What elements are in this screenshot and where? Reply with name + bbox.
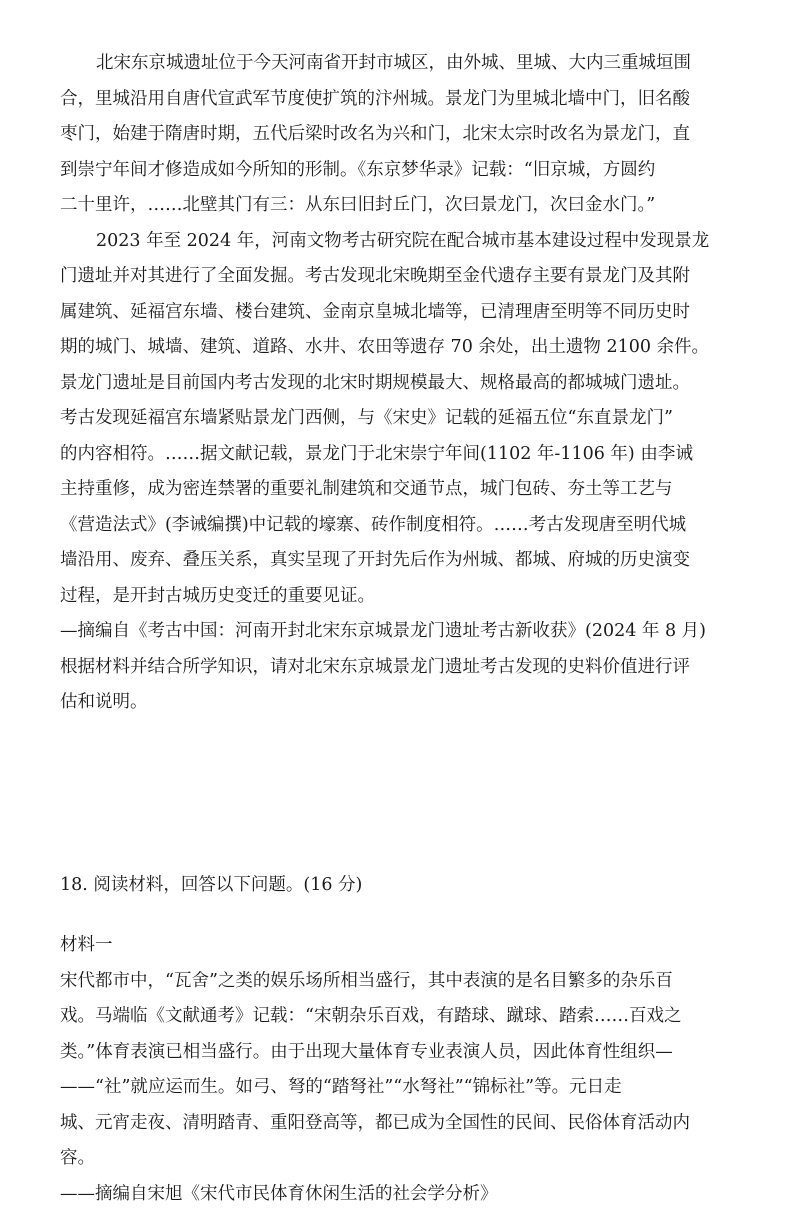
paragraph-2 xyxy=(60,224,750,615)
text-line: ——“社”就应运而生。如弓、弩的“踏弩社”“水弩社”“锦标社”等。元日走 xyxy=(60,1077,622,1097)
text-line: 容。 xyxy=(60,1148,95,1168)
text-line: 枣门，始建于隋唐时期，五代后梁时改名为兴和门，北宋太宗时改名为景龙门，直 xyxy=(60,124,690,144)
text-line: 材料一 xyxy=(60,935,113,955)
text-line: 到崇宁年间才修造成如今所知的形制。《东京梦华录》记载：“旧京城，方圆约 xyxy=(60,159,656,180)
text-line: 的内容相符。……据文献记载，景龙门于北宋崇宁年间(1102 年-1106 年) 由李诫 xyxy=(60,443,693,464)
text-line: 北宋东京城遗址位于今天河南省开封市城区，由外城、里城、大内三重城垣围 xyxy=(96,53,691,73)
paragraph-1 xyxy=(60,46,750,224)
material-1-paragraph xyxy=(60,964,750,1177)
question-18-heading xyxy=(60,868,750,904)
text-line: 城、元宵走夜、清明踏青、重阳登高等，都已成为全国性的民间、民俗体育活动内 xyxy=(60,1112,690,1133)
text-line: 期的城门、城墙、建筑、道路、水井、农田等遗存 70 余处，出土遗物 2100 余件。 xyxy=(60,337,710,357)
question-17-prompt xyxy=(60,650,750,721)
text-line: 18. 阅读材料，回答以下问题。(16 分) xyxy=(60,874,363,895)
answer-space xyxy=(60,721,750,868)
document-page xyxy=(60,46,750,1212)
source-citation-2 xyxy=(60,1177,750,1213)
text-line: 考古发现延福宫东墙紧贴景龙门西侧，与《宋史》记载的延福五位“东直景龙门” xyxy=(60,408,673,428)
text-line: 属建筑、延福宫东墙、楼台建筑、金南京皇城北墙等，已清理唐至明等不同历史时 xyxy=(60,301,690,322)
text-line: 根据材料并结合所学知识，请对北宋东京城景龙门遗址考古发现的史料价值进行评 xyxy=(60,656,690,677)
text-line: 墙沿用、废弃、叠压关系，真实呈现了开封先后作为州城、都城、府城的历史演变 xyxy=(60,550,690,570)
text-line: 类。”体育表演已相当盛行。由于出现大量体育专业表演人员，因此体育性组织— xyxy=(60,1041,673,1062)
text-line: 二十里许，……北壁其门有三：从东曰旧封丘门，次曰景龙门，次曰金水门。” xyxy=(60,195,656,215)
text-line: 戏。马端临《文献通考》记载：“宋朝杂乐百戏，有踏球、蹴球、踏索……百戏之 xyxy=(60,1006,682,1026)
text-line: 主持重修，成为密连禁署的重要礼制建筑和交通节点，城门包砖、夯土等工艺与 xyxy=(60,479,673,499)
spacer xyxy=(60,903,750,928)
text-line: —摘编自《考古中国：河南开封北宋东京城景龙门遗址考古新收获》(2024 年 8 月) xyxy=(60,621,707,641)
text-line: 《营造法式》(李诫编撰)中记载的壕寨、砖作制度相符。……考古发现唐至明代城 xyxy=(60,514,687,535)
text-line: 过程，是开封古城历史变迁的重要见证。 xyxy=(60,585,375,606)
text-line: 景龙门遗址是目前国内考古发现的北宋时期规模最大、规格最高的都城城门遗址。 xyxy=(60,372,690,393)
material-label xyxy=(60,928,750,964)
text-line: 门遗址并对其进行了全面发掘。考古发现北宋晚期至金代遗存主要有景龙门及其附 xyxy=(60,266,690,286)
text-line: 2023 年至 2024 年，河南文物考古研究院在配合城市基本建设过程中发现景龙 xyxy=(96,230,710,251)
text-line: ——摘编自宋旭《宋代市民体育休闲生活的社会学分析》 xyxy=(60,1183,498,1204)
text-line: 合，里城沿用自唐代宣武军节度使扩筑的汴州城。景龙门为里城北墙中门，旧名酸 xyxy=(60,88,690,109)
source-citation-1 xyxy=(60,614,750,650)
text-line: 宋代都市中，“瓦舍”之类的娱乐场所相当盛行，其中表演的是名目繁多的杂乐百 xyxy=(60,970,673,991)
text-line: 估和说明。 xyxy=(60,692,148,712)
